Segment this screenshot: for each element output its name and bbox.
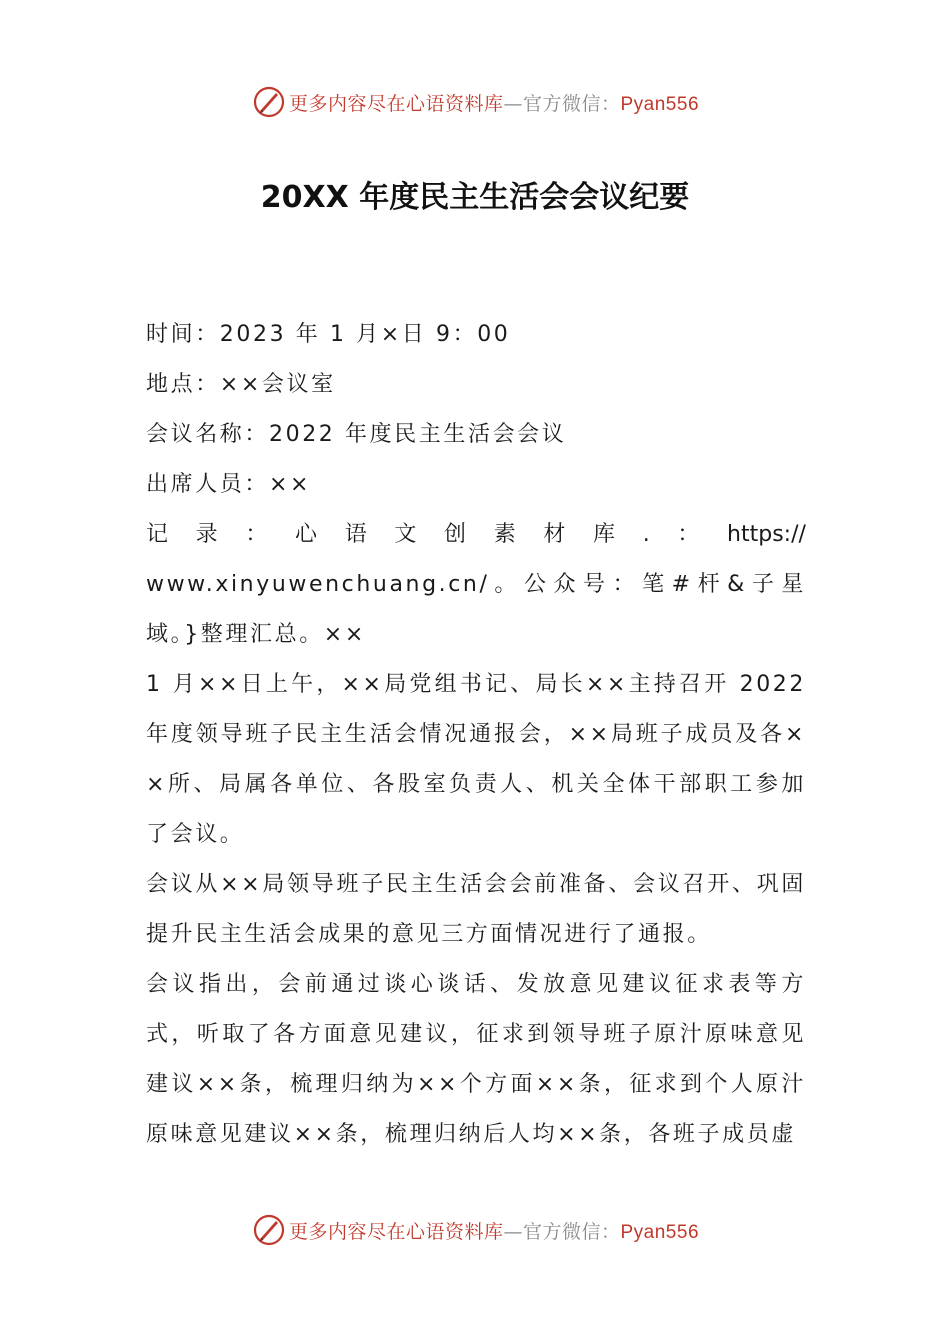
banner-red-text: 更多内容尽在心语资料库 — [288, 92, 504, 115]
quill-logo-icon — [251, 1212, 287, 1248]
banner-text — [289, 1217, 699, 1244]
meta-record — [146, 510, 806, 660]
meta-place: 地点：××会议室 — [146, 372, 336, 397]
banner-dash: — — [503, 1220, 523, 1243]
meta-name: 会议名称：2022 年度民主生活会会议 — [146, 422, 567, 447]
paragraph: 会议从××局领导班子民主生活会会前准备、会议召开、巩固提升民主生活会成果的意见三方面情况进行了通报。 — [146, 872, 806, 947]
paragraph: 1 月××日上午，××局党组书记、局长××主持召开 2022 年度领导班子民主生活会情况通报会，××局班子成员及各××所、局属各单位、各股室负责人、机关全体干部职工参加了会议。 — [146, 672, 806, 847]
meta-time: 时间：2023 年 1 月×日 9：00 — [146, 322, 511, 347]
paragraph: 会议指出，会前通过谈心谈话、发放意见建议征求表等方式，听取了各方面意见建议，征求到领导班子原汁原味意见建议××条，梳理归纳为××个方面××条，征求到个人原汁原味意见建议××条，梳理归纳后人均××条，各班子成员虚 — [146, 972, 806, 1147]
banner-text — [289, 89, 699, 116]
banner-handle: Pyan556 — [620, 93, 700, 115]
meta-attendees: 出席人员：×× — [146, 472, 312, 497]
banner-dash: — — [503, 92, 523, 115]
header-watermark-banner — [0, 82, 950, 122]
document-body — [146, 310, 806, 1160]
record-first-line: 记 录 ： 心 语 文 创 素 材 库 . ： https:// — [146, 522, 806, 547]
quill-logo-icon — [251, 84, 287, 120]
banner-red-text: 更多内容尽在心语资料库 — [288, 1220, 504, 1243]
banner-gray-text: 官方微信： — [522, 1220, 621, 1243]
record-rest: www.xinyuwenchuang.cn/。公众号：笔#杆&子星域。}整理汇总。×× — [146, 572, 806, 647]
page-title: 20XX 年度民主生活会会议纪要 — [260, 180, 690, 215]
footer-watermark-banner — [0, 1210, 950, 1250]
banner-gray-text: 官方微信： — [522, 92, 621, 115]
banner-handle: Pyan556 — [620, 1221, 700, 1243]
